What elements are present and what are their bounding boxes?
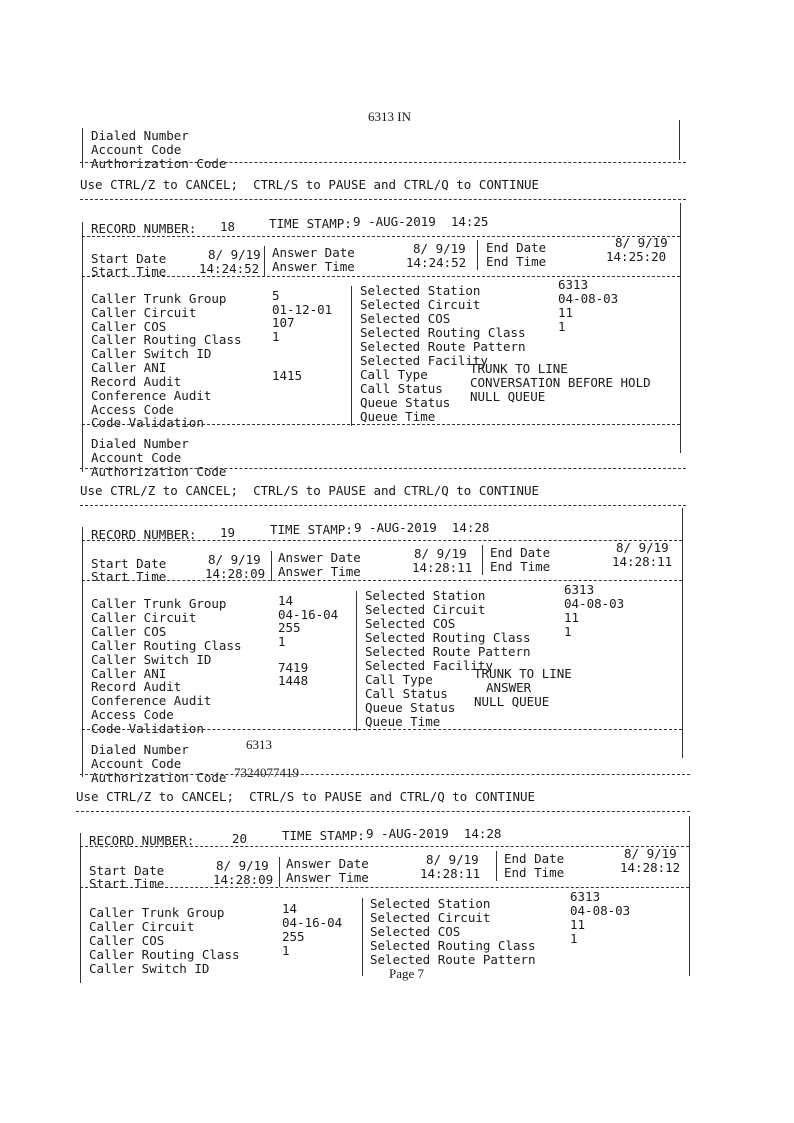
time-stamp: 9 -AUG-2019 14:28 xyxy=(366,826,502,841)
caller-circuit-value: 04-16-04 xyxy=(278,607,339,622)
code-validation-label: Code Validation xyxy=(91,415,204,430)
column-separator xyxy=(264,246,265,276)
end-date: 8/ 9/19 xyxy=(616,540,669,555)
right-border xyxy=(682,508,683,758)
time-stamp: 9 -AUG-2019 14:25 xyxy=(353,214,489,229)
left-border xyxy=(82,222,83,472)
call-status-value: ANSWER xyxy=(486,680,532,695)
caller-trunk-group-value: 5 xyxy=(272,288,280,303)
caller-circuit-label: Caller Circuit xyxy=(91,610,197,625)
time-stamp-label: TIME STAMP: xyxy=(270,522,353,537)
start-time: 14:28:09 xyxy=(213,872,274,887)
divider xyxy=(82,276,680,277)
authorization-code-label: Authorization Code xyxy=(91,770,227,785)
divider xyxy=(80,774,690,775)
end-time: 14:25:20 xyxy=(606,249,667,264)
caller-cos-label: Caller COS xyxy=(89,933,165,948)
start-time: 14:28:09 xyxy=(205,566,266,581)
end-time-label: End Time xyxy=(486,254,547,269)
selected-station-value: 6313 xyxy=(558,277,589,292)
record-number: 18 xyxy=(220,219,236,234)
answer-time-label: Answer Time xyxy=(278,564,361,579)
divider xyxy=(80,887,689,888)
selected-cos-value: 11 xyxy=(570,917,586,932)
column-separator xyxy=(351,286,352,426)
dialed-number-label: Dialed Number xyxy=(91,436,189,451)
divider xyxy=(80,505,686,506)
account-code-label: Account Code xyxy=(91,756,182,771)
divider xyxy=(82,540,682,541)
record-number-label: RECORD NUMBER: xyxy=(91,221,197,236)
selected-station-value: 6313 xyxy=(564,582,595,597)
instruction-text: Use CTRL/Z to CANCEL; CTRL/S to PAUSE and CTRL/Q to CONTINUE xyxy=(80,483,540,498)
access-code-label: Access Code xyxy=(91,707,174,722)
right-border xyxy=(679,120,680,160)
answer-time-label: Answer Time xyxy=(272,259,355,274)
call-type-label: Call Type xyxy=(360,367,428,382)
caller-trunk-group-value: 14 xyxy=(282,901,298,916)
caller-routing-class-value: 1 xyxy=(272,329,280,344)
left-border xyxy=(80,833,81,983)
selected-circuit-value: 04-08-03 xyxy=(558,291,619,306)
caller-circuit-value: 01-12-01 xyxy=(272,302,333,317)
page-number: Page 7 xyxy=(389,966,425,981)
start-time-label: Start Time xyxy=(89,876,165,891)
queue-status-value: NULL QUEUE xyxy=(470,389,546,404)
start-time-label: Start Time xyxy=(91,569,167,584)
answer-time: 14:24:52 xyxy=(406,255,467,270)
selected-circuit-label: Selected Circuit xyxy=(365,602,486,617)
column-separator xyxy=(271,551,272,581)
selected-route-pattern-label: Selected Route Pattern xyxy=(370,952,536,967)
divider xyxy=(76,811,690,812)
selected-route-pattern-label: Selected Route Pattern xyxy=(365,644,531,659)
selected-facility-label: Selected Facility xyxy=(360,353,488,368)
end-time: 14:28:11 xyxy=(612,554,673,569)
column-separator xyxy=(477,240,478,270)
authorization-code-value: 7324077419 xyxy=(234,765,299,780)
selected-circuit-label: Selected Circuit xyxy=(360,297,481,312)
caller-cos-label: Caller COS xyxy=(91,624,167,639)
divider xyxy=(82,580,682,581)
divider xyxy=(80,468,686,469)
record-audit-value: 1448 xyxy=(278,673,309,688)
start-time: 14:24:52 xyxy=(199,261,260,276)
caller-cos-label: Caller COS xyxy=(91,319,167,334)
queue-status-value: NULL QUEUE xyxy=(474,694,550,709)
start-date: 8/ 9/19 xyxy=(208,552,261,567)
end-date: 8/ 9/19 xyxy=(624,846,677,861)
start-date-label: Start Date xyxy=(91,251,167,266)
divider xyxy=(82,729,682,730)
caller-circuit-value: 04-16-04 xyxy=(282,915,343,930)
selected-facility-label: Selected Facility xyxy=(365,658,493,673)
account-code-label: Account Code xyxy=(91,450,182,465)
column-separator xyxy=(279,857,280,887)
caller-circuit-label: Caller Circuit xyxy=(89,919,195,934)
right-border xyxy=(680,203,681,453)
page-title: 6313 IN xyxy=(368,109,411,124)
selected-routing-class-label: Selected Routing Class xyxy=(365,630,531,645)
answer-date-label: Answer Date xyxy=(278,550,361,565)
right-border xyxy=(689,816,690,976)
column-separator xyxy=(482,545,483,575)
divider xyxy=(80,199,686,200)
caller-trunk-group-label: Caller Trunk Group xyxy=(91,291,227,306)
answer-time-label: Answer Time xyxy=(286,870,369,885)
end-time: 14:28:12 xyxy=(620,860,681,875)
record-audit-label: Record Audit xyxy=(91,374,182,389)
record-audit-label: Record Audit xyxy=(91,679,182,694)
column-separator xyxy=(362,898,363,976)
caller-circuit-label: Caller Circuit xyxy=(91,305,197,320)
selected-routing-class-label: Selected Routing Class xyxy=(370,938,536,953)
record-audit-value: 1415 xyxy=(272,368,303,383)
call-status-label: Call Status xyxy=(360,381,443,396)
caller-switch-id-label: Caller Switch ID xyxy=(91,346,212,361)
answer-date: 8/ 9/19 xyxy=(426,852,479,867)
instruction-text: Use CTRL/Z to CANCEL; CTRL/S to PAUSE and CTRL/Q to CONTINUE xyxy=(80,177,540,192)
record-number: 19 xyxy=(220,525,236,540)
authorization-code-label: Authorization Code xyxy=(91,464,227,479)
caller-ani-value: 7419 xyxy=(278,660,309,675)
selected-station-label: Selected Station xyxy=(360,283,481,298)
caller-routing-class-label: Caller Routing Class xyxy=(91,638,242,653)
caller-ani-label: Caller ANI xyxy=(91,666,167,681)
account-code-label: Account Code xyxy=(91,142,182,157)
end-date-label: End Date xyxy=(504,851,565,866)
time-stamp-label: TIME STAMP: xyxy=(282,828,365,843)
authorization-code-label: Authorization Code xyxy=(91,156,227,171)
selected-routing-class-value: 1 xyxy=(570,931,578,946)
start-date: 8/ 9/19 xyxy=(216,858,269,873)
caller-cos-value: 107 xyxy=(272,315,295,330)
column-separator xyxy=(356,591,357,731)
selected-cos-label: Selected COS xyxy=(360,311,451,326)
left-border xyxy=(82,527,83,777)
dialed-number-label: Dialed Number xyxy=(91,742,189,757)
end-time-label: End Time xyxy=(504,865,565,880)
selected-circuit-label: Selected Circuit xyxy=(370,910,491,925)
selected-routing-class-value: 1 xyxy=(564,624,572,639)
caller-ani-label: Caller ANI xyxy=(91,360,167,375)
start-date-label: Start Date xyxy=(91,556,167,571)
queue-time-label: Queue Time xyxy=(360,409,436,424)
caller-cos-value: 255 xyxy=(278,620,301,635)
call-type-value: TRUNK TO LINE xyxy=(470,361,568,376)
code-validation-label: Code Validation xyxy=(91,721,204,736)
conference-audit-label: Conference Audit xyxy=(91,388,212,403)
selected-circuit-value: 04-08-03 xyxy=(564,596,625,611)
column-separator xyxy=(496,851,497,881)
caller-trunk-group-label: Caller Trunk Group xyxy=(91,596,227,611)
queue-time-label: Queue Time xyxy=(365,714,441,729)
instruction-text: Use CTRL/Z to CANCEL; CTRL/S to PAUSE and CTRL/Q to CONTINUE xyxy=(76,789,536,804)
selected-circuit-value: 04-08-03 xyxy=(570,903,631,918)
end-time-label: End Time xyxy=(490,559,551,574)
call-type-label: Call Type xyxy=(365,672,433,687)
caller-switch-id-label: Caller Switch ID xyxy=(89,961,210,976)
conference-audit-label: Conference Audit xyxy=(91,693,212,708)
selected-cos-label: Selected COS xyxy=(370,924,461,939)
access-code-label: Access Code xyxy=(91,402,174,417)
divider xyxy=(82,424,680,425)
caller-routing-class-label: Caller Routing Class xyxy=(89,947,240,962)
queue-status-label: Queue Status xyxy=(365,700,456,715)
record-number: 20 xyxy=(232,831,248,846)
call-type-value: TRUNK TO LINE xyxy=(474,666,572,681)
caller-routing-class-value: 1 xyxy=(282,943,290,958)
answer-date: 8/ 9/19 xyxy=(413,241,466,256)
start-time-label: Start Time xyxy=(91,264,167,279)
call-status-value: CONVERSATION BEFORE HOLD xyxy=(470,375,651,390)
selected-routing-class-value: 1 xyxy=(558,319,566,334)
selected-cos-value: 11 xyxy=(564,610,580,625)
answer-date-label: Answer Date xyxy=(286,856,369,871)
divider xyxy=(80,846,689,847)
selected-station-label: Selected Station xyxy=(370,896,491,911)
selected-station-value: 6313 xyxy=(570,889,601,904)
selected-cos-label: Selected COS xyxy=(365,616,456,631)
end-date-label: End Date xyxy=(490,545,551,560)
dialed-number-label: Dialed Number xyxy=(91,128,189,143)
divider xyxy=(80,162,686,163)
selected-route-pattern-label: Selected Route Pattern xyxy=(360,339,526,354)
time-stamp: 9 -AUG-2019 14:28 xyxy=(354,520,490,535)
answer-time: 14:28:11 xyxy=(412,560,473,575)
end-date-label: End Date xyxy=(486,240,547,255)
end-date: 8/ 9/19 xyxy=(615,235,668,250)
start-date: 8/ 9/19 xyxy=(208,247,261,262)
dialed-number-value: 6313 xyxy=(246,737,272,752)
selected-station-label: Selected Station xyxy=(365,588,486,603)
record-number-label: RECORD NUMBER: xyxy=(89,833,195,848)
selected-cos-value: 11 xyxy=(558,305,574,320)
caller-routing-class-label: Caller Routing Class xyxy=(91,332,242,347)
start-date-label: Start Date xyxy=(89,863,165,878)
caller-cos-value: 255 xyxy=(282,929,305,944)
selected-routing-class-label: Selected Routing Class xyxy=(360,325,526,340)
answer-date: 8/ 9/19 xyxy=(414,546,467,561)
caller-routing-class-value: 1 xyxy=(278,634,286,649)
answer-date-label: Answer Date xyxy=(272,245,355,260)
answer-time: 14:28:11 xyxy=(420,866,481,881)
caller-trunk-group-label: Caller Trunk Group xyxy=(89,905,225,920)
record-number-label: RECORD NUMBER: xyxy=(91,527,197,542)
divider xyxy=(82,236,680,237)
caller-trunk-group-value: 14 xyxy=(278,593,294,608)
call-status-label: Call Status xyxy=(365,686,448,701)
time-stamp-label: TIME STAMP: xyxy=(269,216,352,231)
queue-status-label: Queue Status xyxy=(360,395,451,410)
caller-switch-id-label: Caller Switch ID xyxy=(91,652,212,667)
